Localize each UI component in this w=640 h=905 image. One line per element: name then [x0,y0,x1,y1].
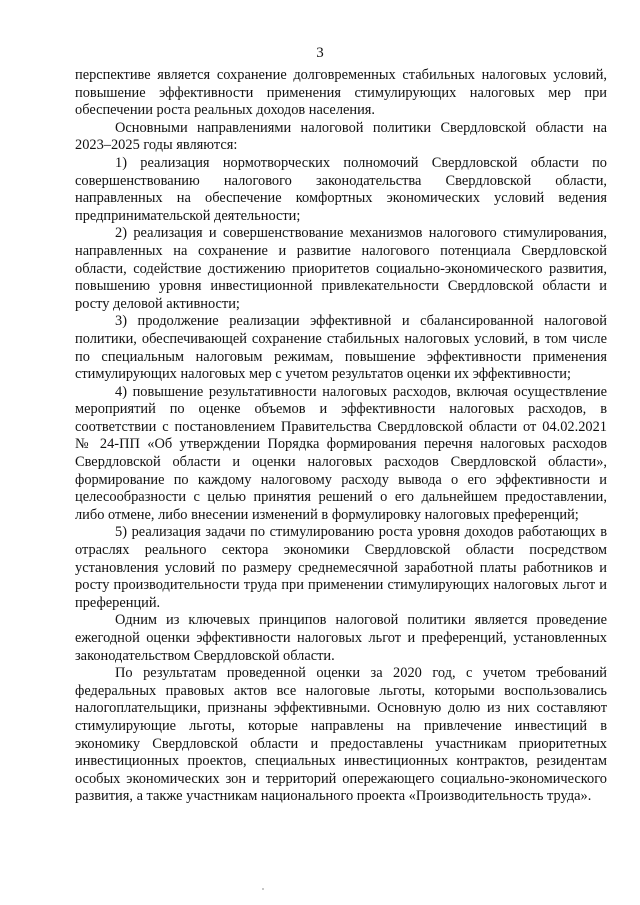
paragraph-continuation: перспективе является сохранение долговременных стабильных налоговых условий, повышение эффективности применения стимулирующих налоговых мер при обеспечении роста реальных доходов населения. [75,67,607,119]
scan-dot [262,888,264,890]
paragraph-key-principle: Одним из ключевых принципов налоговой политики является проведение ежегодной оценки эффективности налоговых льгот и преференций, установленных законодательством Свердловской области. [75,612,607,664]
list-item-1: 1) реализация нормотворческих полномочий Свердловской области по совершенствованию налогового законодательства Свердловской области, направленных на обеспечение комфортных экономических условий ведения предпринимательской деятельности; [75,154,607,224]
page-number: 3 [316,45,324,61]
list-item-4: 4) повышение результативности налоговых расходов, включая осуществление мероприятий по оценке объемов и эффективности налоговых расходов, в соответствии с постановлением Правительства Свердловской области от 04.02.2021 № 24-ПП «Об утверждении Порядка формирования перечня налоговых расходов Свердловской области и оценки налоговых расходов Свердловской области», формирование по каждому налоговому расходу вывода о его эффективности и целесообразности с целью принятия решений о его дальнейшем предоставлении, либо отмене, либо внесении изменений в формулировку налоговых преференций; [75,383,607,523]
paragraph-main-directions: Основными направлениями налоговой политики Свердловской области на 2023–2025 годы являются: [75,119,607,154]
document-body [75,67,607,806]
list-item-3: 3) продолжение реализации эффективной и сбалансированной налоговой политики, обеспечивающей сохранение стабильных налоговых условий, в том числе по специальным налоговым режимам, повышение эффективности применения стимулирующих налоговых мер с учетом результатов оценки их эффективности; [75,313,607,383]
paragraph-assessment-results: По результатам проведенной оценки за 2020 год, с учетом требований федеральных правовых актов все налоговые льготы, которыми воспользовались налогоплательщики, признаны эффективными. Основную долю из них составляют стимулирующие льготы, которые направлены на привлечение инвестиций в экономику Свердловской области и предоставлены участникам приоритетных инвестиционных проектов, специальных инвестиционных контрактов, резидентам особых экономических зон и территорий опережающего социально-экономического развития, а также участникам национального проекта «Производительность труда». [75,665,607,805]
list-item-5: 5) реализация задачи по стимулированию роста уровня доходов работающих в отраслях реального сектора экономики Свердловской области посредством установления условий по размеру среднемесячной заработной платы работников и росту производительности труда при применении стимулирующих налоговых льгот и преференций. [75,524,607,611]
list-item-2: 2) реализация и совершенствование механизмов налогового стимулирования, направленных на сохранение и развитие налогового потенциала Свердловской области, содействие достижению приоритетов социально-экономического развития, повышению уровня инвестиционной привлекательности Свердловской области и росту деловой активности; [75,225,607,312]
